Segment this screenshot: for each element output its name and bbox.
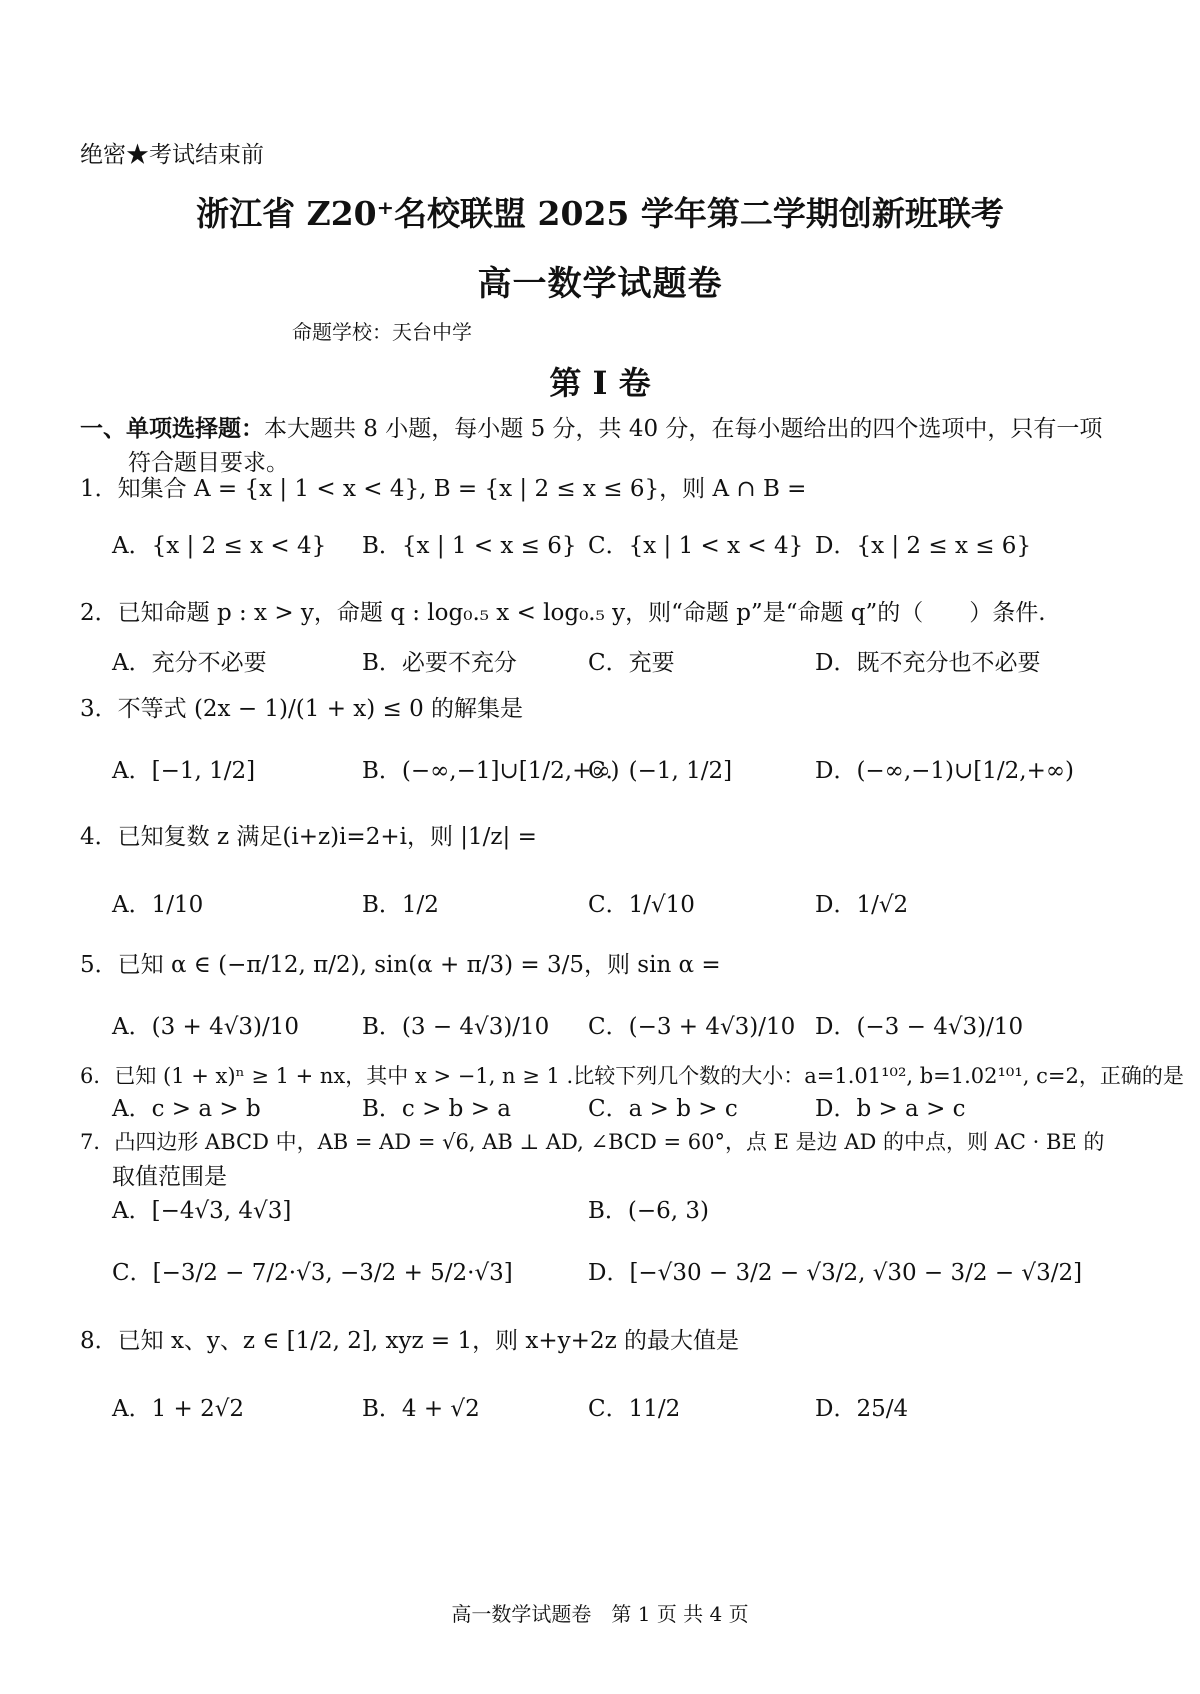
q4-option-d: D．1/√2: [815, 892, 909, 918]
q5-option-c: C．(−3 + 4√3)/10: [588, 1014, 796, 1040]
q7-option-d: D．[−√30 − 3/2 − √3/2, √30 − 3/2 − √3/2]: [588, 1260, 1083, 1286]
q3-option-d: D．(−∞,−1)∪[1/2,+∞): [815, 758, 1075, 784]
q8-option-d: D．25/4: [815, 1396, 909, 1422]
question-4-stem: 4．已知复数 z 满足(i+z)i=2+i，则 |1/z| =: [80, 824, 537, 850]
exam-title: 浙江省 Z20⁺名校联盟 2025 学年第二学期创新班联考: [196, 194, 1004, 233]
volume-heading: 第 I 卷: [549, 364, 651, 402]
page-footer: 高一数学试题卷 第 1 页 共 4 页: [451, 1602, 749, 1626]
q3-option-c: C．(−1, 1/2]: [588, 758, 733, 784]
question-6-stem: 6．已知 (1 + x)ⁿ ≥ 1 + nx，其中 x > −1, n ≥ 1 .比较下列几个数的大小：a=1.01¹⁰², b=1.02¹⁰¹, c=2，正确的是: [80, 1064, 1184, 1088]
question-7-stem: 7．凸四边形 ABCD 中，AB = AD = √6, AB ⊥ AD, ∠BCD = 60°，点 E 是边 AD 的中点，则 AC · BE 的: [80, 1130, 1105, 1154]
question-2-stem: 2．已知命题 p : x > y，命题 q : log₀.₅ x < log₀.₅ y，则“命题 p”是“命题 q”的（ ）条件.: [80, 600, 1046, 626]
q4-option-c: C．1/√10: [588, 892, 695, 918]
q7-option-c: C．[−3/2 − 7/2·√3, −3/2 + 5/2·√3]: [112, 1260, 513, 1286]
q1-option-b: B．{x | 1 < x ≤ 6}: [362, 533, 577, 559]
q1-option-d: D．{x | 2 ≤ x ≤ 6}: [815, 533, 1032, 559]
q8-option-a: A．1 + 2√2: [112, 1396, 245, 1422]
confidential-mark: 绝密★考试结束前: [80, 142, 264, 168]
q3-option-b: B．(−∞,−1]∪[1/2,+∞): [362, 758, 620, 784]
question-8-stem: 8．已知 x、y、z ∈ [1/2, 2], xyz = 1，则 x+y+2z 的最大值是: [80, 1328, 740, 1354]
q6-option-a: A．c > a > b: [112, 1096, 261, 1122]
q2-option-a: A．充分不必要: [112, 650, 267, 676]
q2-option-b: B．必要不充分: [362, 650, 517, 676]
q4-option-a: A．1/10: [112, 892, 204, 918]
section-label: 一、单项选择题：: [80, 415, 264, 442]
q6-option-b: B．c > b > a: [362, 1096, 512, 1122]
paper-title: 高一数学试题卷: [477, 264, 723, 304]
q1-option-c: C．{x | 1 < x < 4}: [588, 533, 804, 559]
q6-option-d: D．b > a > c: [815, 1096, 966, 1122]
q5-option-d: D．(−3 − 4√3)/10: [815, 1014, 1024, 1040]
q7-option-a: A．[−4√3, 4√3]: [112, 1198, 292, 1224]
setter-school: 命题学校：天台中学: [292, 320, 472, 344]
q5-option-a: A．(3 + 4√3)/10: [112, 1014, 300, 1040]
q8-option-c: C．11/2: [588, 1396, 681, 1422]
question-1-stem: 1．知集合 A = {x | 1 < x < 4}, B = {x | 2 ≤ x ≤ 6}，则 A ∩ B =: [80, 476, 807, 502]
section-desc-1: 本大题共 8 小题，每小题 5 分，共 40 分，在每小题给出的四个选项中，只有一项: [264, 416, 1103, 442]
q5-option-b: B．(3 − 4√3)/10: [362, 1014, 550, 1040]
q3-option-a: A．[−1, 1/2]: [112, 758, 256, 784]
q2-option-c: C．充要: [588, 650, 675, 676]
question-3-stem: 3．不等式 (2x − 1)/(1 + x) ≤ 0 的解集是: [80, 696, 524, 722]
q2-option-d: D．既不充分也不必要: [815, 650, 1041, 676]
question-5-stem: 5．已知 α ∈ (−π/12, π/2), sin(α + π/3) = 3/5，则 sin α =: [80, 952, 721, 978]
question-7-stem-cont: 取值范围是: [112, 1164, 227, 1190]
q8-option-b: B．4 + √2: [362, 1396, 480, 1422]
q6-option-c: C．a > b > c: [588, 1096, 738, 1122]
section-desc-2: 符合题目要求。: [128, 450, 289, 476]
q7-option-b: B．(−6, 3): [588, 1198, 710, 1224]
q1-option-a: A．{x | 2 ≤ x < 4}: [112, 533, 327, 559]
q4-option-b: B．1/2: [362, 892, 439, 918]
